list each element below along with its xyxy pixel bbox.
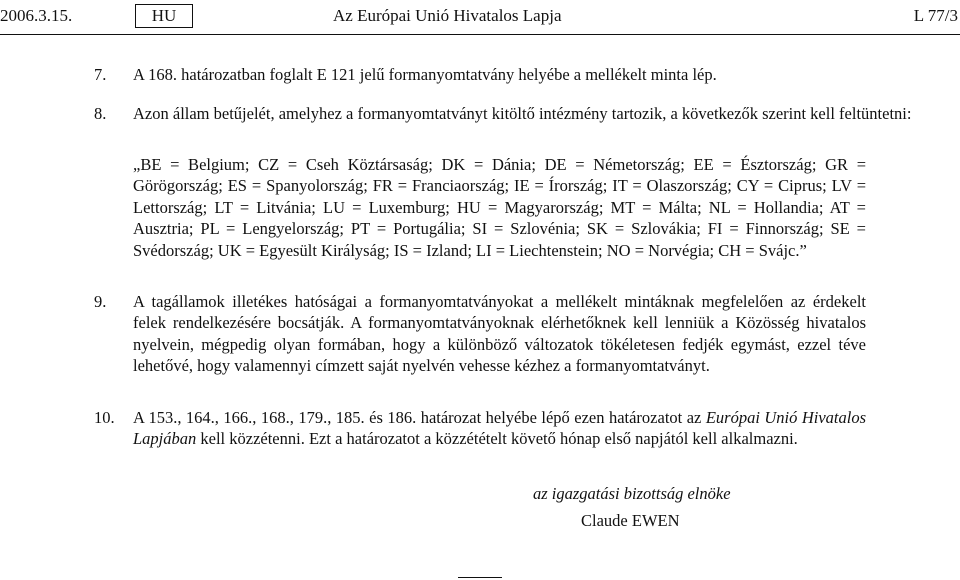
journal-title: Az Európai Unió Hivatalos Lapja [333,6,562,25]
footer-rule [458,577,502,578]
item-7-text: A 168. határozatban foglalt E 121 jelű formanyomtatvány helyébe a mellékelt minta lép. [133,65,717,84]
item-7-number: 7. [94,65,107,84]
page-header [0,0,960,34]
language-code-box: HU [135,4,193,28]
item-9-text: A tagállamok illetékes hatóságai a formanyomtatványokat a mellékelt mintáknak megfelelően az érdekelt felek rendelkezésére bocsátják. A formanyomtatványoknak elérhetőknek kell lenniük a Közösség hivatalos nyelvein, mégpedig olyan formában, hogy a különböző változatok tökéletesen fedjék egymást, ezzel téve lehetővé, hogy valamennyi címzett saját nyelvén vehesse kézhez a formanyomtatványt. [133,292,866,376]
country-code-list: „BE = Belgium; CZ = Cseh Köztársaság; DK = Dánia; DE = Németország; EE = Észtország; GR = Görögország; ES = Spanyolország; FR = Franciaország; IE = Írország; IT = Olaszország; CY = Ciprus; LV = Lettország; LT = Litvánia; LU = Luxemburg; HU = Magyarország; MT = Málta; NL = Hollandia; AT = Ausztria; PL = Lengyelország; PT = Portugália; SI = Szlovénia; SK = Szlovákia; FI = Finnország; SE = Svédország; UK = Egyesült Királyság; IS = Izland; LI = Liechtenstein; NO = Norvégia; CH = Svájc.” [133,155,866,260]
publication-date: 2006.3.15. [0,6,73,25]
item-9-number: 9. [94,292,107,311]
signatory-role: az igazgatási bizottság elnöke [533,484,731,503]
header-rule [0,34,960,35]
item-10-text-part-a: A 153., 164., 166., 168., 179., 185. és 186. határozat helyébe lépő ezen határozatot az [133,408,706,427]
signatory-name: Claude EWEN [581,511,680,530]
item-8-text: Azon állam betűjelét, amelyhez a formanyomtatványt kitöltő intézmény tartozik, a következők szerint kell feltüntetni: [133,104,912,123]
item-10-text [133,407,866,450]
item-10-number: 10. [94,408,115,427]
item-8-number: 8. [94,104,107,123]
item-10-text-part-b: kell közzétenni. Ezt a határozatot a közzétételt követő hónap első napjától kell alkalmazni. [196,429,798,449]
page-reference: L 77/3 [913,6,958,25]
journal-name-italic: Európai Unió Hivatalos Lapjában [133,408,867,449]
